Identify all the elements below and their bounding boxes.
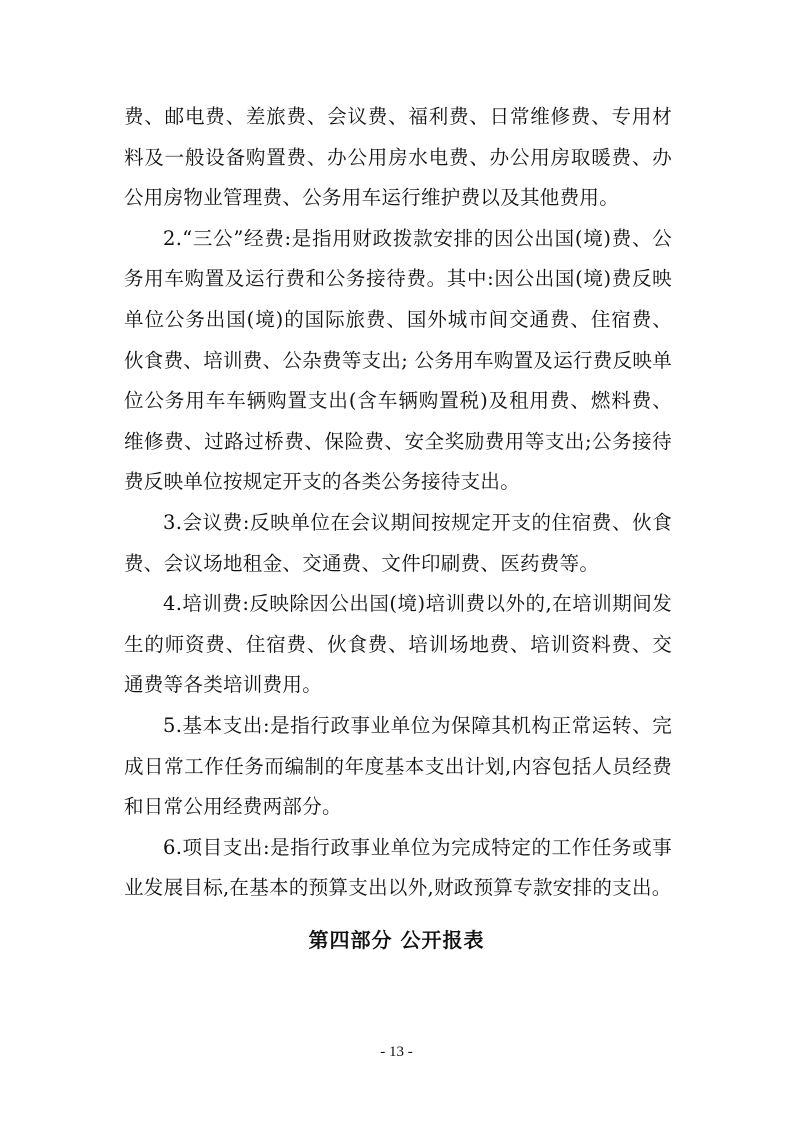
page-number: - 13 - [380,1044,413,1060]
section-heading: 第四部分 公开报表 [308,928,485,952]
paragraph-training-fees: 4.培训费:反映除因公出国(境)培训费以外的,在培训期间发生的师资费、住宿费、伙食费、培训场地费、培训资料费、交通费等各类培训费用。 [124,592,672,697]
paragraph-project-expenditure: 6.项目支出:是指行政事业单位为完成特定的工作任务或事业发展目标,在基本的预算支出以外,财政预算专款安排的支出。 [124,835,672,900]
paragraph-three-public-expenses: 2.“三公”经费:是指用财政拨款安排的因公出国(境)费、公务用车购置及运行费和公务接待费。其中:因公出国(境)费反映单位公务出国(境)的国际旅费、国外城市间交通费、住宿费、伙食费、培训费、公杂费等支出; 公务用车购置及运行费反映单位公务用车车辆购置支出(含车辆购置税)及租用费、燃料费、维修费、过路过桥费、保险费、安全奖励费用等支出;公务接待费反映单位按规定开支的各类公务接待支出。 [124,226,672,494]
body-text [124,97,672,909]
paragraph-basic-expenditure: 5.基本支出:是指行政事业单位为保障其机构正常运转、完成日常工作任务而编制的年度基本支出计划,内容包括人员经费和日常公用经费两部分。 [124,713,672,819]
paragraph-expense-list-continued: 费、邮电费、差旅费、会议费、福利费、日常维修费、专用材料及一般设备购置费、办公用房水电费、办公用房取暖费、办公用房物业管理费、公务用车运行维护费以及其他费用。 [124,105,672,210]
paragraph-meeting-fees: 3.会议费:反映单位在会议期间按规定开支的住宿费、伙食费、会议场地租金、交通费、文件印刷费、医药费等。 [124,510,672,575]
